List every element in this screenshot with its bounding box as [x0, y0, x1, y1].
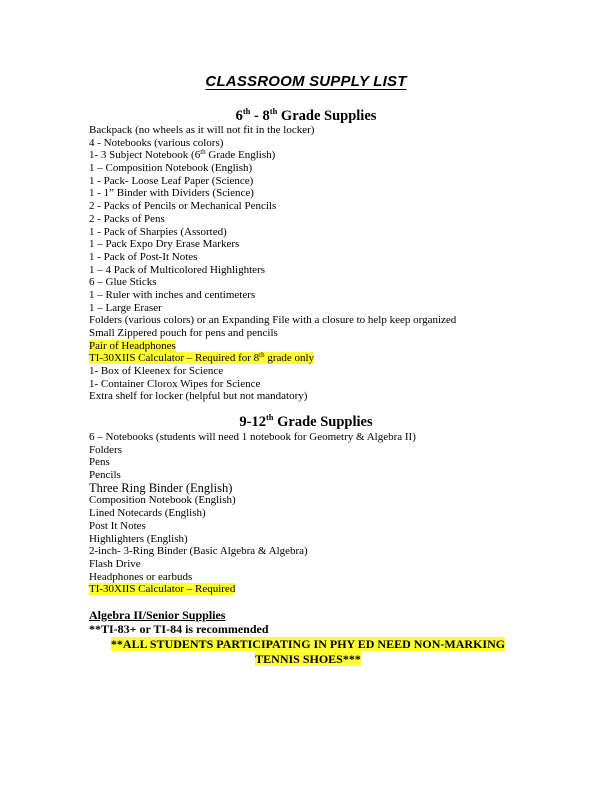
section-heading-9-12 — [0, 413, 612, 431]
list-item: Headphones or earbuds — [89, 570, 193, 583]
notice-line-1: **ALL STUDENTS PARTICIPATING IN PHY ED NEED NON-MARKING — [110, 637, 506, 651]
list-item-superscript: th — [200, 148, 206, 157]
heading-superscript: th — [265, 412, 274, 422]
supply-list-6-8 — [89, 124, 456, 403]
list-item: 2 - Packs of Pens — [89, 212, 165, 225]
list-item: Folders (various colors) or an Expanding File with a closure to help keep organized — [89, 314, 457, 327]
notice-line-2: TENNIS SHOES*** — [255, 652, 361, 666]
heading-text: Grade Supplies — [277, 108, 377, 124]
list-item: 1 – Large Eraser — [89, 301, 162, 314]
list-item-text: TI-30XIIS Calculator – Required for 8 — [89, 352, 260, 365]
heading-text: - 8 — [250, 108, 270, 124]
list-item: 6 – Notebooks (students will need 1 notebook for Geometry & Algebra II) — [89, 431, 416, 443]
list-item: 1- Container Clorox Wipes for Science — [89, 377, 261, 390]
list-item: Composition Notebook (English) — [89, 494, 236, 507]
highlighted-text — [89, 352, 314, 364]
list-item: 1 – Composition Notebook (English) — [89, 162, 253, 175]
list-item — [89, 149, 456, 162]
heading-superscript: th — [242, 106, 251, 116]
phy-ed-notice — [100, 637, 516, 667]
list-item-text: Grade English) — [205, 149, 276, 162]
list-item: 1 - Pack- Loose Leaf Paper (Science) — [89, 174, 254, 187]
list-item: Post It Notes — [89, 519, 146, 532]
list-item: 1 – 4 Pack of Multicolored Highlighters — [89, 263, 265, 276]
calculator-recommendation: **TI-83+ or TI-84 is recommended — [89, 622, 269, 636]
list-item-highlighted — [89, 340, 456, 353]
list-item-highlighted — [89, 352, 456, 365]
list-item: Flash Drive — [89, 557, 141, 570]
list-item: 1 – Pack Expo Dry Erase Markers — [89, 238, 240, 251]
list-item: Pencils — [89, 469, 121, 482]
supply-list-9-12 — [89, 431, 416, 596]
list-item-text: grade only — [264, 352, 315, 365]
list-item: Small Zippered pouch for pens and pencils — [89, 327, 278, 339]
heading-text: 6 — [235, 108, 243, 124]
algebra-senior-heading: Algebra II/Senior Supplies — [89, 608, 226, 622]
list-item: 2 - Packs of Pencils or Mechanical Pencils — [89, 200, 277, 213]
list-item: 1 – Ruler with inches and centimeters — [89, 288, 256, 301]
list-item: Highlighters (English) — [89, 532, 188, 545]
list-item: 1 - Pack of Sharpies (Assorted) — [89, 225, 227, 238]
list-item: 2-inch- 3-Ring Binder (Basic Algebra & Algebra) — [89, 545, 308, 558]
list-item: 4 - Notebooks (various colors) — [89, 136, 224, 149]
page-title: CLASSROOM SUPPLY LIST — [205, 73, 407, 90]
heading-text: 9-12 — [239, 414, 266, 430]
list-item: Backpack (no wheels as it will not fit in the locker) — [89, 124, 315, 136]
list-item: Three Ring Binder (English) — [89, 480, 233, 495]
list-item: 1 - 1” Binder with Dividers (Science) — [89, 187, 254, 200]
list-item-highlighted — [89, 583, 416, 596]
list-item: 1- Box of Kleenex for Science — [89, 365, 224, 378]
heading-text: Grade Supplies — [273, 414, 373, 430]
list-item-superscript: th — [259, 351, 265, 360]
list-item: Extra shelf for locker (helpful but not mandatory) — [89, 390, 308, 403]
list-item: Pens — [89, 456, 110, 469]
list-item: 1 - Pack of Post-It Notes — [89, 250, 198, 263]
list-item: Lined Notecards (English) — [89, 507, 206, 520]
heading-superscript: th — [269, 106, 278, 116]
highlighted-text: TI-30XIIS Calculator – Required — [89, 583, 236, 596]
list-item: 6 – Glue Sticks — [89, 276, 157, 289]
list-item: Folders — [89, 443, 122, 456]
list-item-text: 1- 3 Subject Notebook (6 — [89, 149, 201, 162]
highlighted-text: Pair of Headphones — [89, 339, 176, 352]
section-heading-6-8 — [0, 107, 612, 125]
